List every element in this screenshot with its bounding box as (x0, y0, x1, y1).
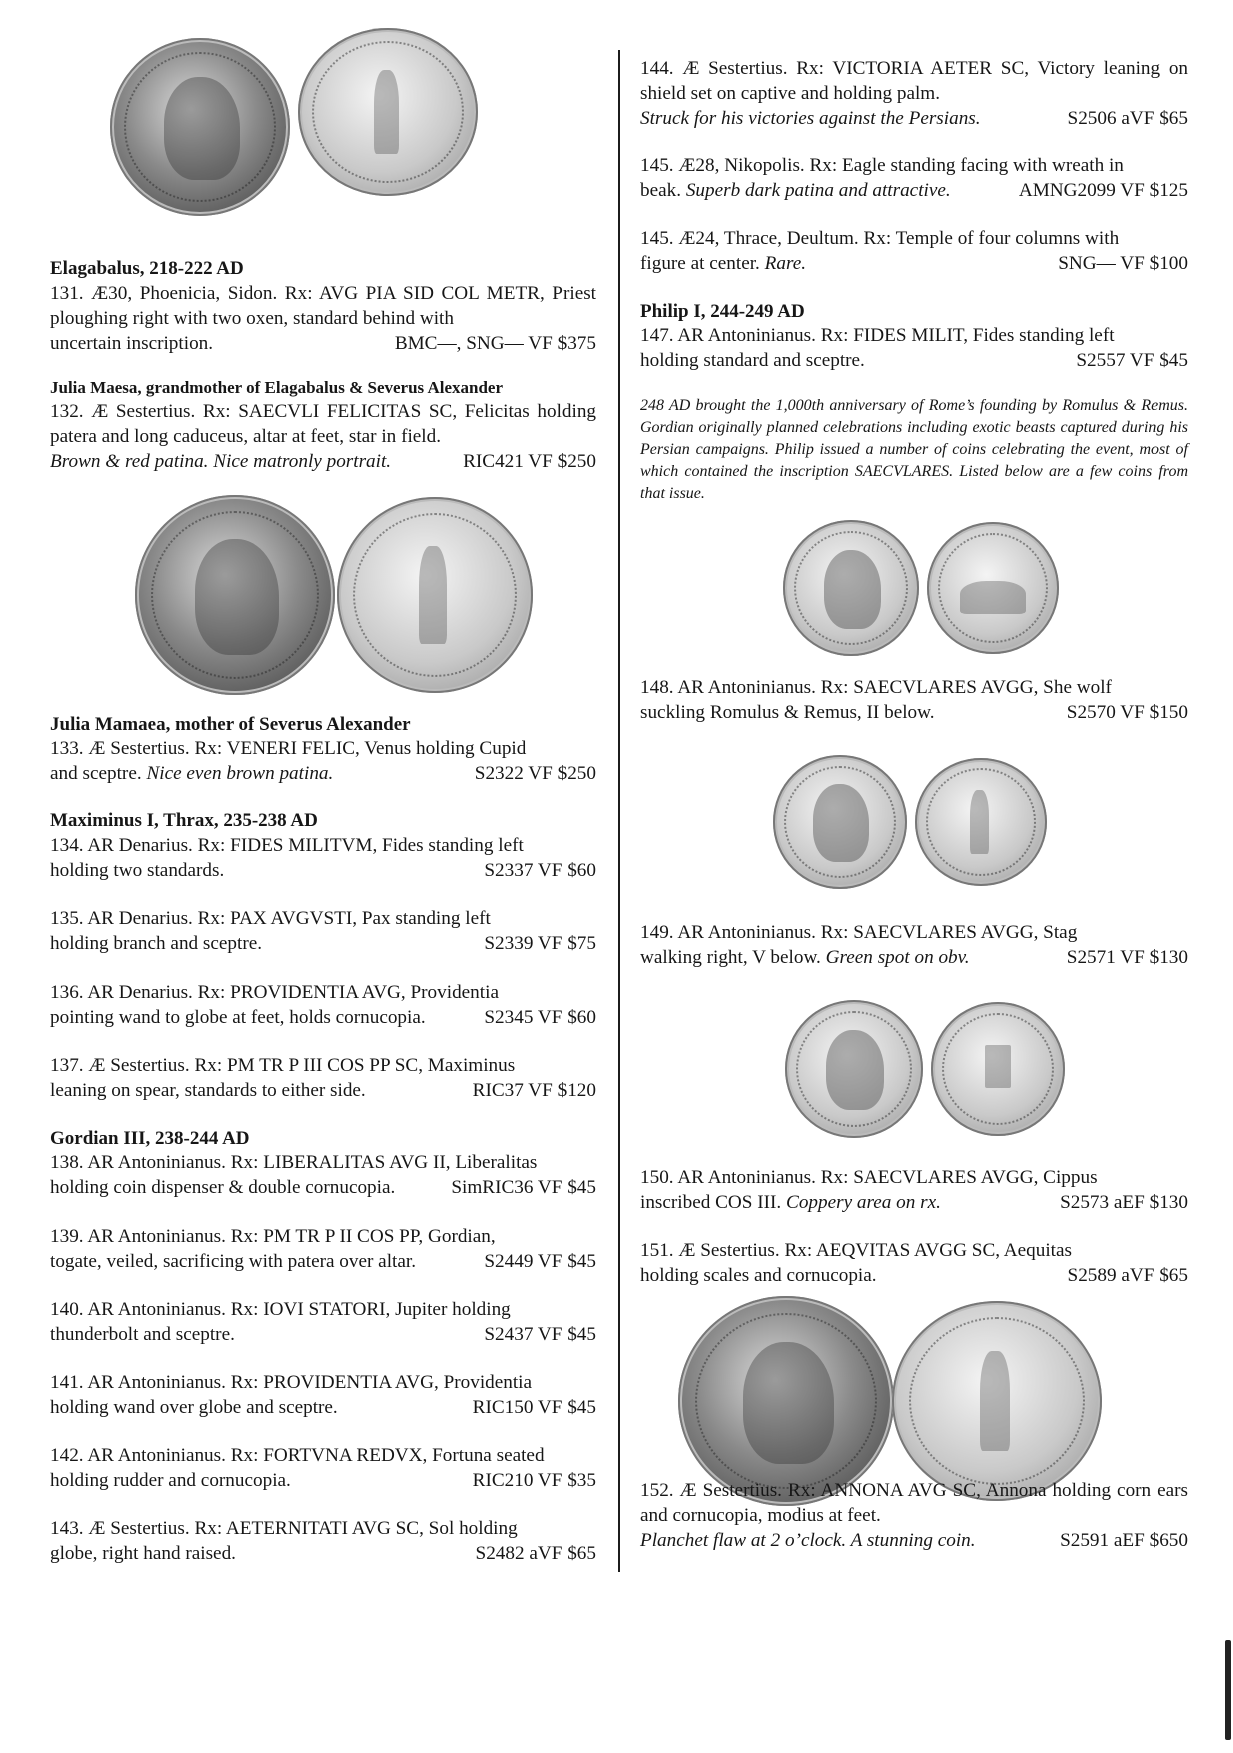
lot-145-nikopolis: 145. Æ28, Nikopolis. Rx: Eagle standing facing with wreath in beak. Superb dark patina and attractive. AMNG2099 VF $125 (640, 155, 1188, 201)
section-heading-gordian: Gordian III, 238-244 AD (50, 1128, 250, 1149)
section-heading-philip: Philip I, 244-249 AD (640, 301, 805, 322)
lot-152: 152. Æ Sestertius. Rx: ANNONA AVG SC, Annona holding corn ears and cornucopia, modius at feet. Planchet flaw at 2 o’clock. A stunning coin. S2591 aEF $650 (640, 1480, 1188, 1551)
section-heading-elagabalus: Elagabalus, 218-222 AD (50, 258, 244, 279)
lot-135: 135. AR Denarius. Rx: PAX AVGVSTI, Pax standing left holding branch and sceptre. S2339 VF $75 (50, 908, 596, 954)
coin-obverse (135, 495, 335, 695)
lot-139: 139. AR Antoninianus. Rx: PM TR P II COS PP, Gordian, togate, veiled, sacrificing with patera over altar. S2449 VF $45 (50, 1226, 596, 1272)
section-heading-julia-mamaea: Julia Mamaea, mother of Severus Alexander (50, 714, 411, 735)
column-divider (618, 50, 620, 1572)
lot-151: 151. Æ Sestertius. Rx: AEQVITAS AVGG SC, Aequitas holding scales and cornucopia. S2589 aVF $65 (640, 1240, 1188, 1286)
lot-143: 143. Æ Sestertius. Rx: AETERNITATI AVG SC, Sol holding globe, right hand raised. S2482 aVF $65 (50, 1518, 596, 1564)
section-heading-maximinus: Maximinus I, Thrax, 235-238 AD (50, 810, 318, 831)
lot-131: 131. Æ30, Phoenicia, Sidon. Rx: AVG PIA SID COL METR, Priest ploughing right with two oxen, standard behind with uncertain inscription. BMC—, SNG— VF $375 (50, 283, 597, 354)
lot-137: 137. Æ Sestertius. Rx: PM TR P III COS PP SC, Maximinus leaning on spear, standards to either side. RIC37 VF $120 (50, 1055, 596, 1101)
lot-149: 149. AR Antoninianus. Rx: SAECVLARES AVGG, Stag walking right, V below. Green spot on obv. S2571 VF $130 (640, 922, 1188, 968)
coin-reverse (892, 1301, 1102, 1501)
coin-reverse (298, 28, 478, 196)
anniversary-note: 248 AD brought the 1,000th anniversary of Rome’s founding by Romulus & Remus. Gordian originally planned celebrations including exotic beasts captured during his Persian campaigns. Philip issued a number of coins celebrating the event, most of which contained the inscription SAECVLARES. Listed below are a few coins from that issue. (640, 397, 1188, 502)
coin-reverse (927, 522, 1059, 654)
lot-140: 140. AR Antoninianus. Rx: IOVI STATORI, Jupiter holding thunderbolt and sceptre. S2437 VF $45 (50, 1299, 596, 1345)
lot-141: 141. AR Antoninianus. Rx: PROVIDENTIA AVG, Providentia holding wand over globe and sceptre. RIC150 VF $45 (50, 1372, 596, 1418)
lot-133: 133. Æ Sestertius. Rx: VENERI FELIC, Venus holding Cupid and sceptre. Nice even brown patina. S2322 VF $250 (50, 738, 596, 784)
coin-reverse (931, 1002, 1065, 1136)
coin-reverse (337, 497, 533, 693)
coin-photo-132 (135, 495, 533, 695)
lot-147: 147. AR Antoninianus. Rx: FIDES MILIT, Fides standing left holding standard and sceptre. S2557 VF $45 (640, 325, 1188, 371)
lot-145-deultum: 145. Æ24, Thrace, Deultum. Rx: Temple of four columns with figure at center. Rare. SNG— VF $100 (640, 228, 1188, 274)
coin-obverse (110, 38, 290, 216)
coin-photo-151 (678, 1296, 1102, 1506)
edge-mark (1225, 1640, 1231, 1740)
coin-obverse (678, 1296, 894, 1506)
lot-132: 132. Æ Sestertius. Rx: SAECVLI FELICITAS SC, Felicitas holding patera and long caduceus, altar at feet, star in field. Brown & red patina. Nice matronly portrait. RIC421 VF $250 (50, 401, 597, 472)
coin-photo-131 (110, 38, 478, 216)
lot-150: 150. AR Antoninianus. Rx: SAECVLARES AVGG, Cippus inscribed COS III. Coppery area on rx. S2573 aEF $130 (640, 1167, 1188, 1213)
coin-reverse (915, 758, 1047, 886)
coin-obverse (773, 755, 907, 889)
coin-photo-148 (783, 520, 1059, 656)
coin-photo-149 (773, 755, 1047, 889)
lot-136: 136. AR Denarius. Rx: PROVIDENTIA AVG, Providentia pointing wand to globe at feet, holds cornucopia. S2345 VF $60 (50, 982, 596, 1028)
lot-148: 148. AR Antoninianus. Rx: SAECVLARES AVGG, She wolf suckling Romulus & Remus, II below. S2570 VF $150 (640, 677, 1188, 723)
lot-134: 134. AR Denarius. Rx: FIDES MILITVM, Fides standing left holding two standards. S2337 VF $60 (50, 835, 596, 881)
coin-photo-150 (785, 1000, 1065, 1138)
coin-obverse (783, 520, 919, 656)
section-heading-julia-maesa: Julia Maesa, grandmother of Elagabalus & Severus Alexander (50, 378, 504, 397)
coin-obverse (785, 1000, 923, 1138)
lot-142: 142. AR Antoninianus. Rx: FORTVNA REDVX, Fortuna seated holding rudder and cornucopia. RIC210 VF $35 (50, 1445, 596, 1491)
lot-144: 144. Æ Sestertius. Rx: VICTORIA AETER SC, Victory leaning on shield set on captive and holding palm. Struck for his victories against the Persians. S2506 aVF $65 (640, 58, 1189, 129)
lot-138: 138. AR Antoninianus. Rx: LIBERALITAS AVG II, Liberalitas holding coin dispenser & double cornucopia. SimRIC36 VF $45 (50, 1152, 596, 1198)
